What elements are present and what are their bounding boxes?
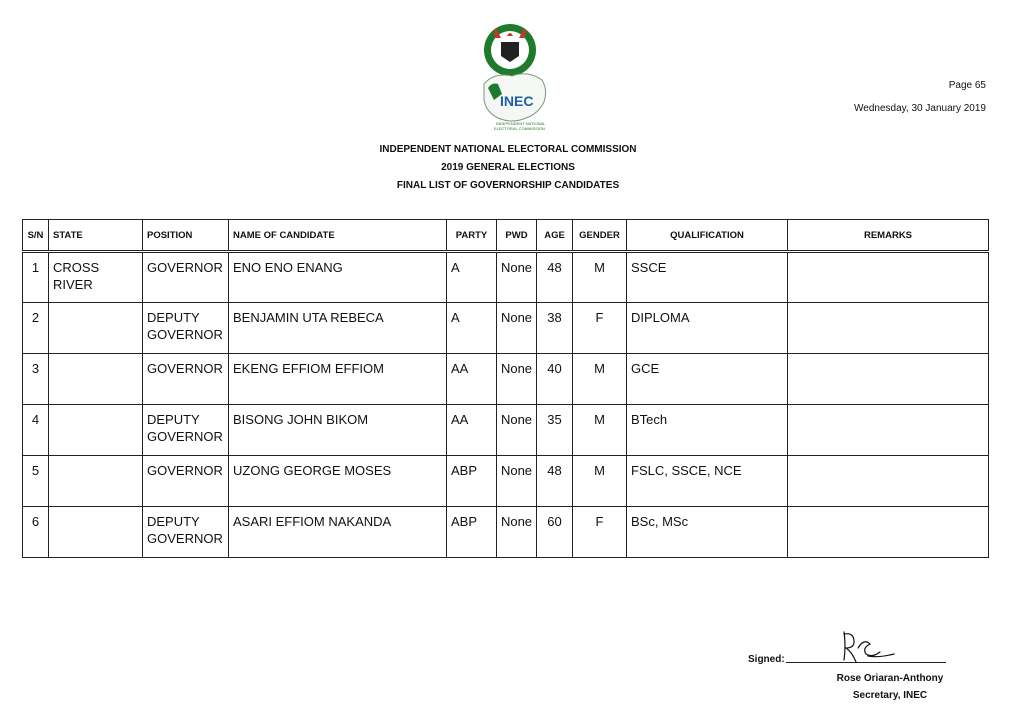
cell-age: 48 [537, 456, 573, 507]
cell-sn: 6 [23, 507, 49, 558]
cell-age: 35 [537, 405, 573, 456]
cell-qualification: BSc, MSc [627, 507, 788, 558]
cell-position: GOVERNOR [143, 456, 229, 507]
cell-gender: F [573, 303, 627, 354]
header-age: AGE [537, 220, 573, 252]
svg-text:INDEPENDENT NATIONAL: INDEPENDENT NATIONAL [496, 121, 546, 126]
cell-qualification: BTech [627, 405, 788, 456]
table-row [23, 252, 989, 303]
table-row [23, 303, 989, 354]
cell-position: DEPUTY GOVERNOR [143, 303, 229, 354]
cell-remarks [788, 252, 989, 303]
cell-position: DEPUTY GOVERNOR [143, 507, 229, 558]
page-date: Wednesday, 30 January 2019 [854, 103, 986, 114]
cell-sn: 4 [23, 405, 49, 456]
cell-party: A [447, 303, 497, 354]
cell-party: AA [447, 354, 497, 405]
cell-name: ASARI EFFIOM NAKANDA [229, 507, 447, 558]
candidates-table [22, 219, 989, 558]
signed-label: Signed: [748, 654, 785, 665]
cell-pwd: None [497, 303, 537, 354]
cell-pwd: None [497, 456, 537, 507]
cell-age: 40 [537, 354, 573, 405]
cell-pwd: None [497, 354, 537, 405]
signatory-title: Secretary, INEC [852, 690, 928, 701]
cell-remarks [788, 303, 989, 354]
header-state: STATE [49, 220, 143, 252]
title-line-2: 2019 GENERAL ELECTIONS [441, 162, 575, 173]
table-row [23, 507, 989, 558]
header-party: PARTY [447, 220, 497, 252]
cell-remarks [788, 405, 989, 456]
cell-age: 48 [537, 252, 573, 303]
cell-party: ABP [447, 456, 497, 507]
signature-line [786, 662, 946, 663]
cell-gender: M [573, 456, 627, 507]
cell-age: 38 [537, 303, 573, 354]
cell-position: GOVERNOR [143, 252, 229, 303]
cell-state [49, 456, 143, 507]
cell-pwd: None [497, 405, 537, 456]
cell-remarks [788, 456, 989, 507]
cell-name: EKENG EFFIOM EFFIOM [229, 354, 447, 405]
svg-text:ELECTORAL COMMISSION: ELECTORAL COMMISSION [494, 126, 545, 131]
header-name: NAME OF CANDIDATE [229, 220, 447, 252]
cell-gender: M [573, 252, 627, 303]
header-remarks: REMARKS [788, 220, 989, 252]
cell-qualification: FSLC, SSCE, NCE [627, 456, 788, 507]
cell-sn: 5 [23, 456, 49, 507]
title-line-1: INDEPENDENT NATIONAL ELECTORAL COMMISSION [379, 144, 637, 155]
page-info [854, 74, 986, 120]
cell-gender: M [573, 405, 627, 456]
cell-position: DEPUTY GOVERNOR [143, 405, 229, 456]
cell-name: UZONG GEORGE MOSES [229, 456, 447, 507]
header-qualification: QUALIFICATION [627, 220, 788, 252]
cell-remarks [788, 507, 989, 558]
document-title [0, 141, 1016, 195]
handwritten-signature-icon [838, 628, 898, 664]
cell-state [49, 507, 143, 558]
signatory-name: Rose Oriaran-Anthony [836, 673, 944, 684]
page-number: Page 65 [948, 80, 986, 91]
cell-age: 60 [537, 507, 573, 558]
cell-name: BISONG JOHN BIKOM [229, 405, 447, 456]
svg-text:INEC: INEC [500, 93, 534, 109]
cell-party: ABP [447, 507, 497, 558]
table-header-row [23, 220, 989, 252]
header-pwd: PWD [497, 220, 537, 252]
cell-name: BENJAMIN UTA REBECA [229, 303, 447, 354]
title-line-3: FINAL LIST OF GOVERNORSHIP CANDIDATES [396, 180, 620, 191]
cell-party: A [447, 252, 497, 303]
header-sn: S/N [23, 220, 49, 252]
cell-name: ENO ENO ENANG [229, 252, 447, 303]
cell-position: GOVERNOR [143, 354, 229, 405]
cell-sn: 1 [23, 252, 49, 303]
signatory [830, 670, 950, 704]
cell-qualification: SSCE [627, 252, 788, 303]
cell-party: AA [447, 405, 497, 456]
header-position: POSITION [143, 220, 229, 252]
cell-gender: F [573, 507, 627, 558]
table-row [23, 405, 989, 456]
cell-pwd: None [497, 507, 537, 558]
cell-state: CROSS RIVER [49, 252, 143, 303]
cell-qualification: GCE [627, 354, 788, 405]
cell-pwd: None [497, 252, 537, 303]
cell-gender: M [573, 354, 627, 405]
cell-state [49, 303, 143, 354]
cell-sn: 3 [23, 354, 49, 405]
inec-logo-icon [470, 22, 560, 137]
table-row [23, 354, 989, 405]
cell-remarks [788, 354, 989, 405]
cell-state [49, 405, 143, 456]
cell-state [49, 354, 143, 405]
cell-qualification: DIPLOMA [627, 303, 788, 354]
cell-sn: 2 [23, 303, 49, 354]
table-row [23, 456, 989, 507]
header-gender: GENDER [573, 220, 627, 252]
